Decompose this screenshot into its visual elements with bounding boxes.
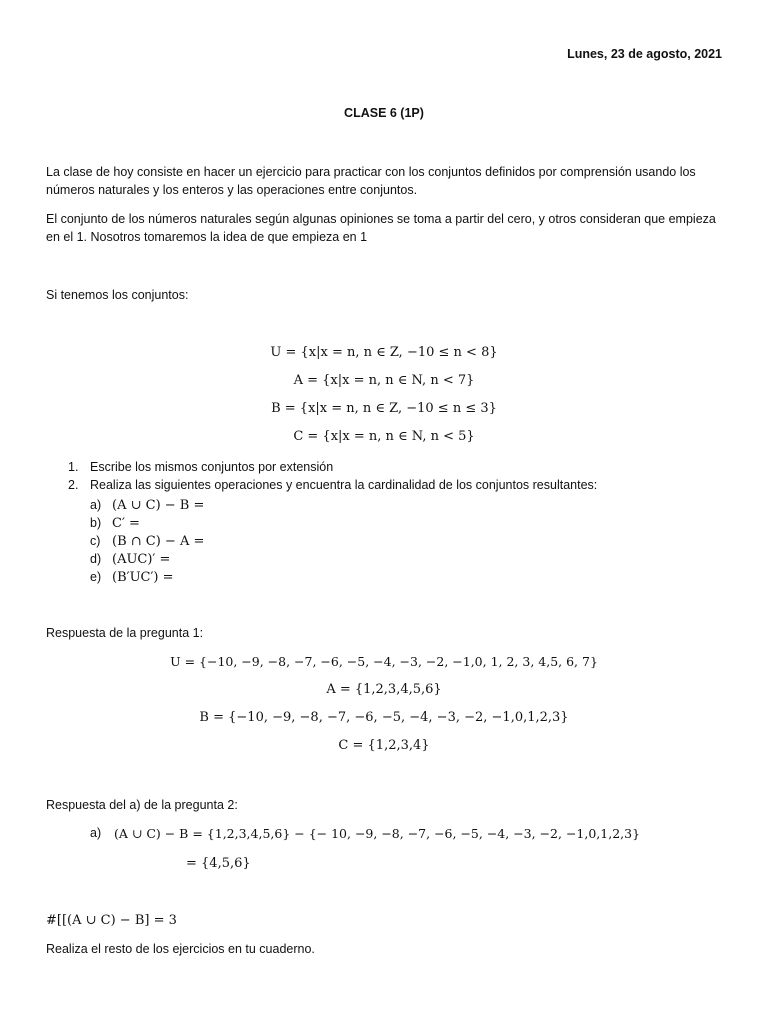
list-item <box>90 496 204 514</box>
set-definition-a: A = {x|x = n, n ∈ N, n < 7} <box>293 373 475 388</box>
operation-letter: d) <box>90 552 102 566</box>
answer-1-heading: Respuesta de la pregunta 1: <box>46 626 204 640</box>
task-list <box>68 458 597 494</box>
answer-2-letter: a) <box>90 826 102 840</box>
answer-2-heading: Respuesta del a) de la pregunta 2: <box>46 798 238 812</box>
closing-instruction: Realiza el resto de los ejercicios en tu cuaderno. <box>46 942 315 956</box>
operation-expression: C′ = <box>112 516 140 531</box>
sets-intro: Si tenemos los conjuntos: <box>46 288 189 302</box>
operation-letter: b) <box>90 516 102 530</box>
operation-expression: (B′UC′) = <box>112 570 174 585</box>
date: Lunes, 23 de agosto, 2021 <box>567 47 722 61</box>
operation-expression: (A ∪ C) − B = <box>112 498 205 513</box>
cardinality-result: #[[(A ∪ C) − B] = 3 <box>46 913 177 928</box>
task-text: Realiza las siguientes operaciones y encuentra la cardinalidad de los conjuntos resultantes: <box>90 478 598 492</box>
answer-2-result: = {4,5,6} <box>186 856 251 871</box>
answer-1-set-a: A = {1,2,3,4,5,6} <box>326 682 442 697</box>
task-number: 2. <box>68 478 79 492</box>
answer-1-set-u: U = {−10, −9, −8, −7, −6, −5, −4, −3, −2, −1,0, 1, 2, 3, 4,5, 6, 7} <box>170 654 598 669</box>
answer-1-set-c: C = {1,2,3,4} <box>338 738 430 753</box>
operation-expression: (AUC)′ = <box>112 552 171 567</box>
page-title: CLASE 6 (1P) <box>344 106 424 120</box>
intro-paragraph-2: El conjunto de los números naturales según algunas opiniones se toma a partir del cero, y otros consideran que empieza en el 1. Nosotros tomaremos la idea de que empieza en 1 <box>46 212 716 244</box>
set-definition-c: C = {x|x = n, n ∈ N, n < 5} <box>293 429 475 444</box>
list-item <box>90 568 204 586</box>
list-item <box>90 550 204 568</box>
list-item <box>68 476 597 494</box>
operation-letter: a) <box>90 498 102 512</box>
set-definition-u: U = {x|x = n, n ∈ Z, −10 ≤ n < 8} <box>270 345 498 360</box>
list-item <box>90 514 204 532</box>
list-item <box>90 532 204 550</box>
intro-paragraph-1: La clase de hoy consiste en hacer un ejercicio para practicar con los conjuntos definidos por comprensión usando los números naturales y los enteros y las operaciones entre conjuntos. <box>46 165 696 197</box>
set-definition-b: B = {x|x = n, n ∈ Z, −10 ≤ n ≤ 3} <box>271 401 497 416</box>
answer-2-expression: (A ∪ C) − B = {1,2,3,4,5,6} − {− 10, −9, −8, −7, −6, −5, −4, −3, −2, −1,0,1,2,3} <box>114 826 641 841</box>
answer-1-set-b: B = {−10, −9, −8, −7, −6, −5, −4, −3, −2, −1,0,1,2,3} <box>199 710 569 725</box>
list-item <box>68 458 597 476</box>
task-number: 1. <box>68 460 79 474</box>
operation-letter: c) <box>90 534 101 548</box>
task-text: Escribe los mismos conjuntos por extensión <box>90 460 334 474</box>
operation-letter: e) <box>90 570 102 584</box>
operations-list <box>90 496 204 586</box>
operation-expression: (B ∩ C) − A = <box>112 534 205 549</box>
